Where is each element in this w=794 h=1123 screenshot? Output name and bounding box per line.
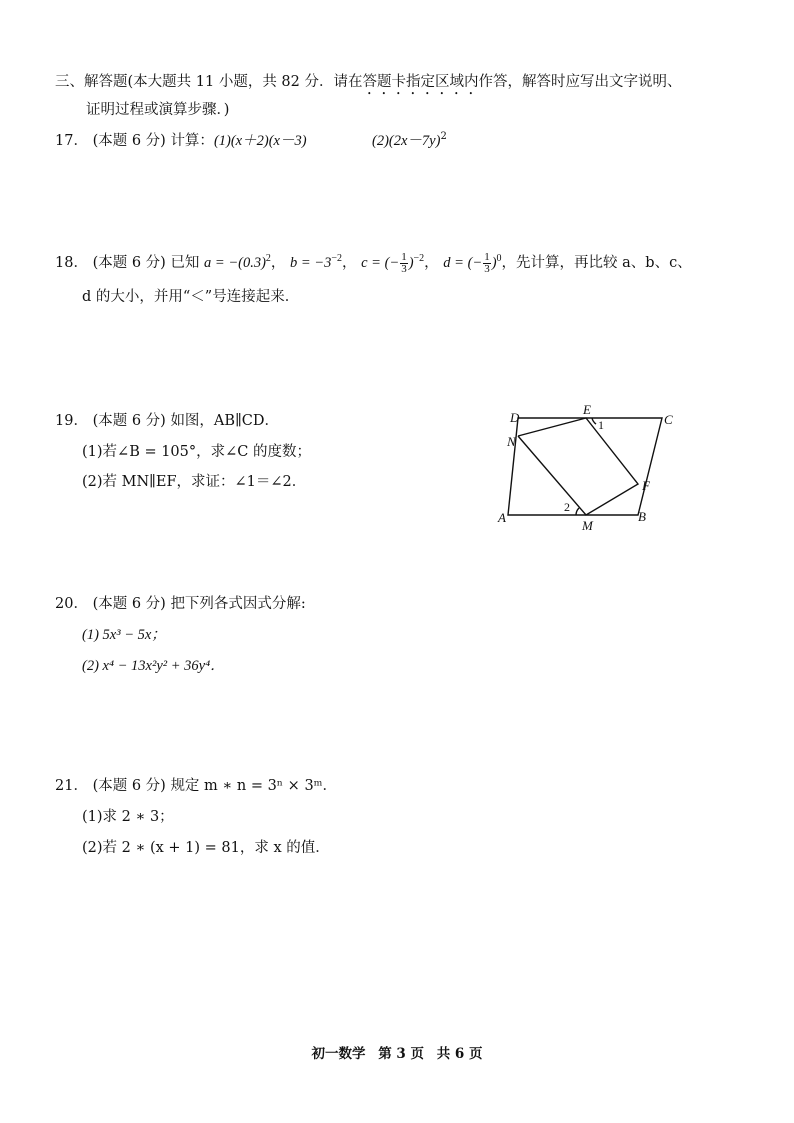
q18-instruction: ，先计算，再比较 a、b、c、	[501, 255, 692, 271]
q20-part1: (1) 5x³ − 5x；	[82, 627, 166, 643]
question-prompt: 已知	[170, 255, 200, 271]
label-angle-2: 2	[564, 500, 570, 514]
q19-part1: (1)若∠B = 105°，求∠C 的度数；	[82, 444, 311, 460]
expr-d: d = (− $\frac{1}{3}$ )$^0$	[443, 251, 502, 276]
angle-1-arc	[592, 418, 596, 424]
label-b: B	[638, 509, 646, 524]
geometry-figure	[490, 400, 690, 535]
label-f: F	[642, 478, 650, 493]
angle-2-arc	[576, 508, 579, 515]
label-a: A	[498, 510, 506, 525]
label-angle-1: 1	[598, 418, 604, 432]
question-score: (本题 6 分)	[92, 413, 166, 429]
question-score: (本题 6 分)	[92, 596, 166, 612]
question-prompt: 计算：	[170, 133, 214, 149]
emphasized-text: 答题卡指定区域内	[362, 74, 479, 90]
label-n: N	[507, 434, 516, 449]
question-score: (本题 6 分)	[92, 778, 166, 794]
question-19	[55, 411, 279, 431]
footer-page-number: 第 3 页	[378, 1046, 424, 1062]
expr-a: $a = -(0.3)^2$	[204, 253, 271, 271]
question-number: 19．	[55, 413, 88, 429]
question-number: 20．	[55, 596, 88, 612]
section-header	[55, 72, 682, 98]
question-prompt: 把下列各式因式分解:	[170, 596, 306, 612]
q17-part1: (1)(x＋2)(x－3)	[213, 133, 307, 149]
expr-b: $b = -3^{-2}$	[290, 253, 342, 271]
footer-total-pages: 共 6 页	[436, 1046, 483, 1062]
section-description: (本大题共 11 小题，共 82 分．请在答题卡指定区域内作答，解答时应写出文字说明、	[127, 74, 682, 90]
question-number: 17．	[55, 133, 88, 149]
question-score: (本题 6 分)	[92, 255, 166, 271]
question-17	[55, 131, 307, 151]
label-c: C	[664, 412, 673, 427]
question-number: 21．	[55, 778, 88, 794]
question-prompt: 规定 m ∗ n = 3ⁿ × 3ᵐ．	[170, 778, 338, 794]
q21-part1: (1)求 2 ∗ 3；	[82, 809, 174, 825]
quadrilateral-nemf	[518, 418, 638, 515]
label-m: M	[582, 518, 593, 533]
question-20	[55, 594, 306, 614]
q18-line2: d 的大小，并用“＜”号连接起来．	[82, 289, 300, 305]
q19-part2: (2)若 MN∥EF，求证：∠1＝∠2．	[82, 474, 307, 490]
q21-part2: (2)若 2 ∗ (x + 1) = 81，求 x 的值．	[82, 840, 330, 856]
question-21	[55, 776, 337, 796]
label-d: D	[510, 410, 520, 425]
question-18: 18． (本题 6 分) 已知 $a = -(0.3)^2$， $b = -3^{-2}$， c = (− $\frac{1}{3}$ )$^{-2}$， d = (− $\frac{1}{3}$ )$^0$，先计算，再比较 a、b、c、	[55, 251, 692, 276]
footer-subject: 初一数学	[311, 1046, 366, 1062]
question-number: 18．	[55, 255, 88, 271]
q20-part2: (2) x⁴ − 13x²y² + 36y⁴．	[82, 658, 225, 674]
section-title: 三、解答题	[55, 74, 128, 90]
section-description-line2: 证明过程或演算步骤．)	[86, 102, 230, 118]
question-score: (本题 6 分)	[92, 133, 166, 149]
expr-c: c = (− $\frac{1}{3}$ )$^{-2}$	[361, 251, 425, 276]
page-footer	[0, 1042, 794, 1062]
q17-part2: $(2)(2x-7y)^2$	[372, 131, 447, 149]
label-e: E	[583, 402, 591, 417]
question-prompt: 如图，AB∥CD．	[170, 413, 279, 429]
